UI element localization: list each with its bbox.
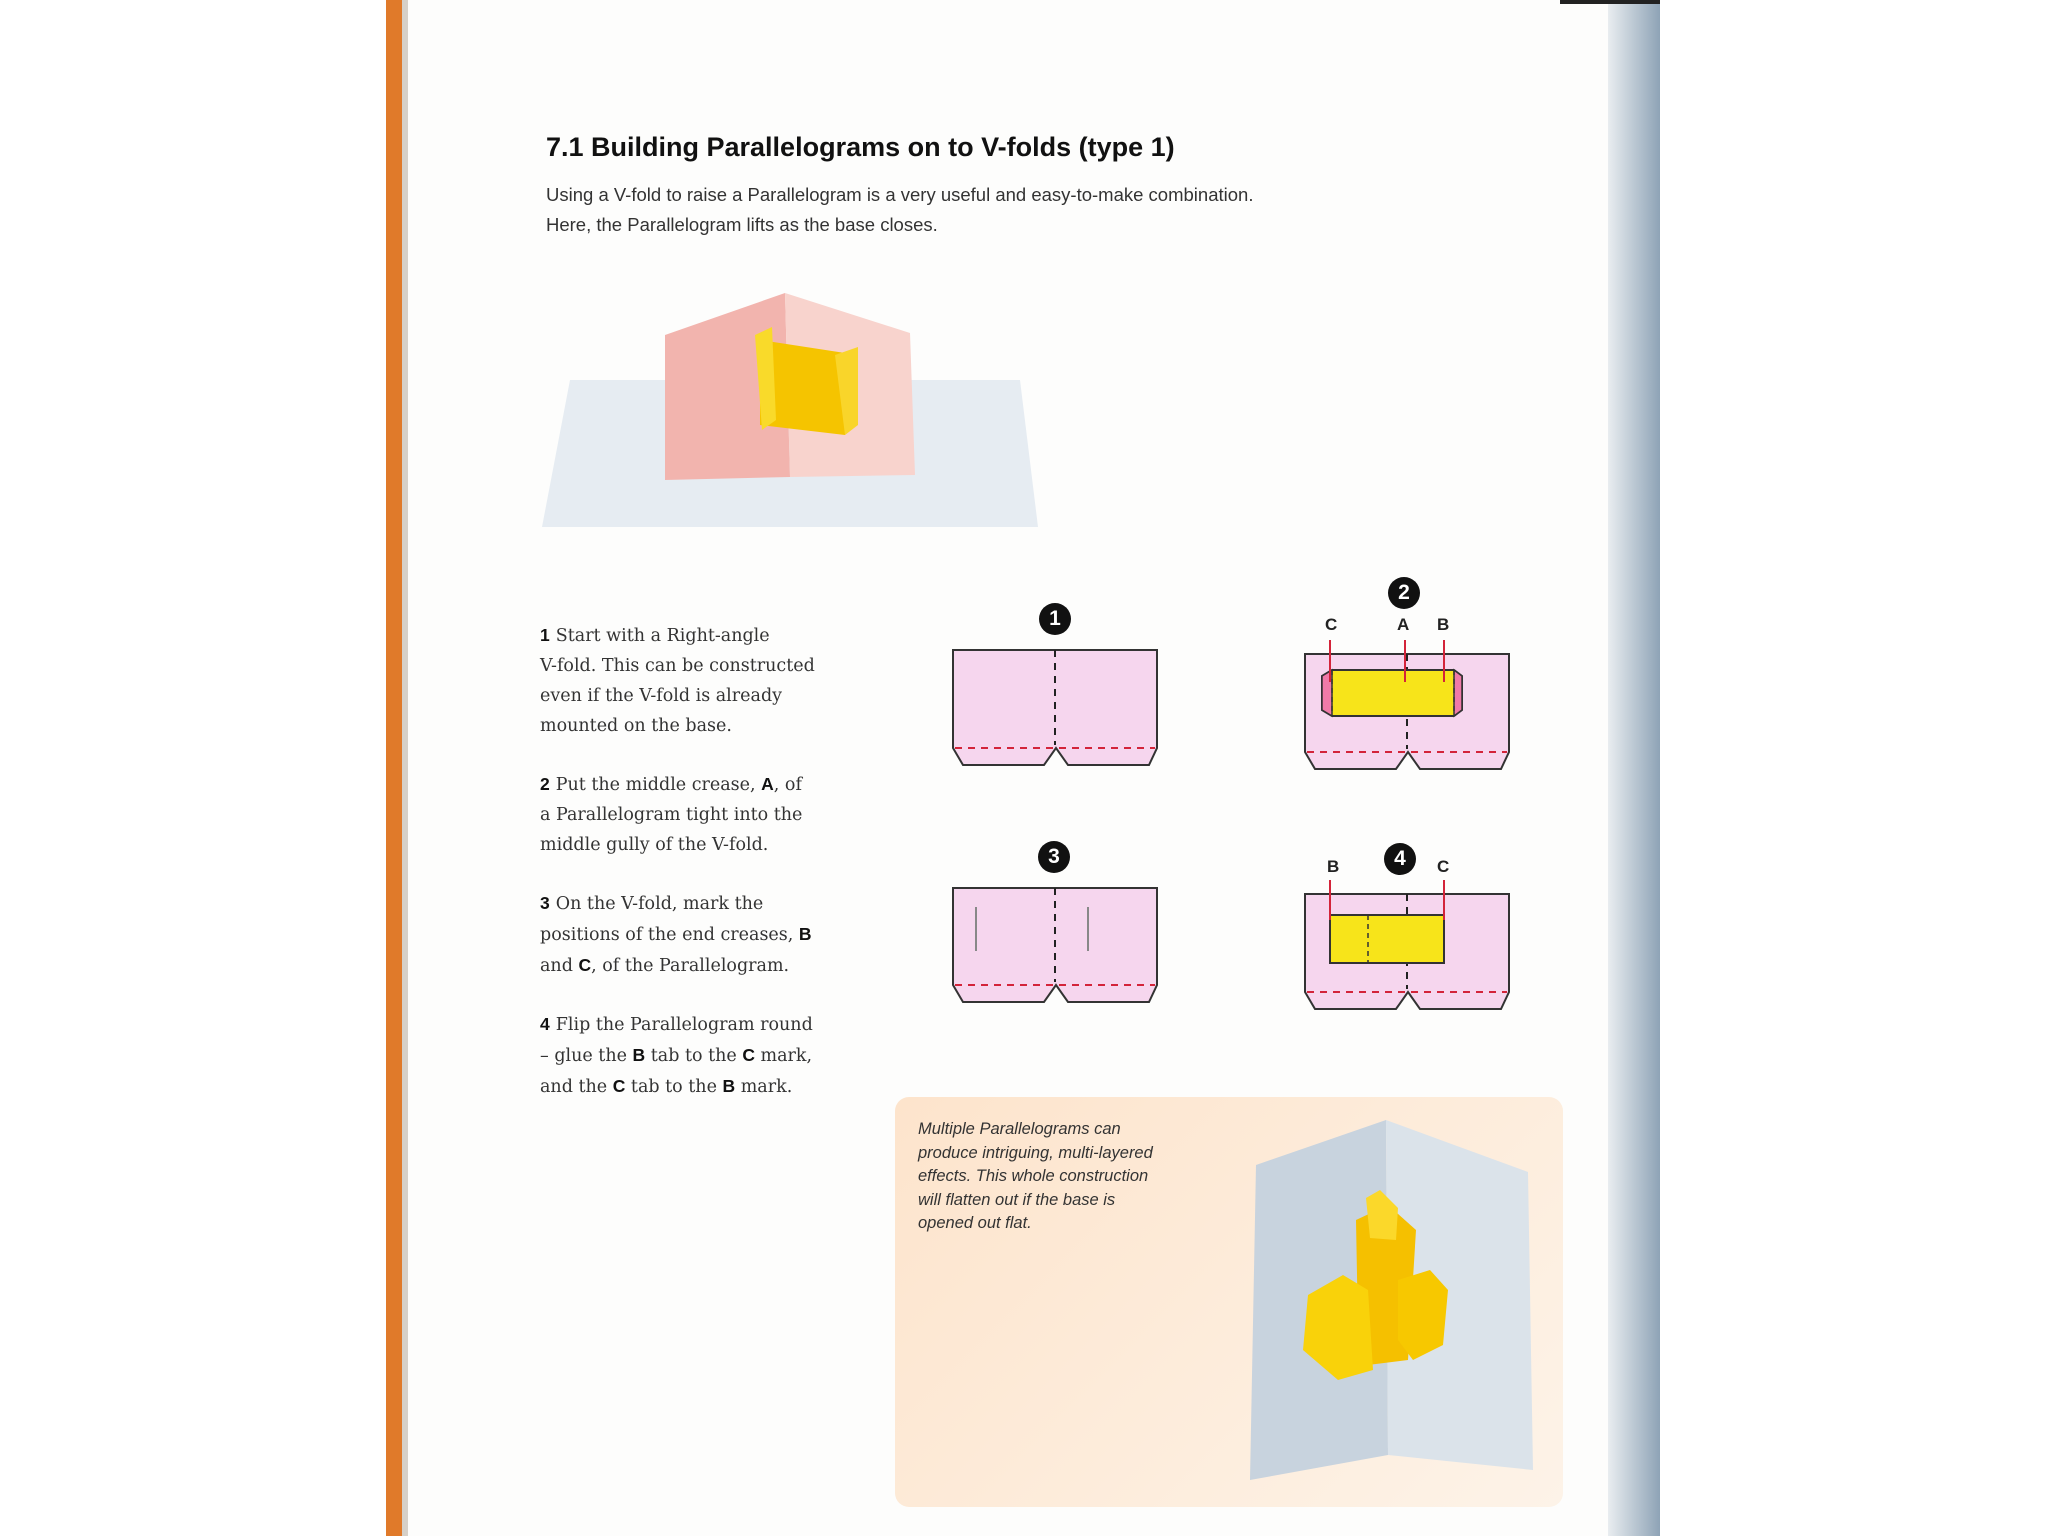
label-a: A xyxy=(761,774,774,794)
caption-line: effects. This whole construction xyxy=(918,1167,1149,1185)
step-text: positions of the end creases, xyxy=(540,925,799,945)
crease-label-b: B xyxy=(1327,857,1340,876)
step-text: tab to the xyxy=(645,1046,743,1066)
step-text: Start with a Right-angle xyxy=(555,626,770,646)
background-right xyxy=(1660,0,2048,1536)
intro-line: Here, the Parallelogram lifts as the base closes. xyxy=(546,214,938,235)
step-text: , of xyxy=(773,775,802,795)
crease-label-b: B xyxy=(1437,615,1450,634)
label-b: B xyxy=(798,924,812,944)
step-text: , of the Parallelogram. xyxy=(591,956,790,976)
intro-line: Using a V-fold to raise a Parallelogram is a very useful and easy-to-make combination. xyxy=(546,184,1254,205)
step-text: even if the V-fold is already xyxy=(540,686,783,706)
step-badge-1: 1 xyxy=(1039,603,1071,635)
step-3 xyxy=(540,888,870,981)
step-1 xyxy=(540,620,870,741)
step-text: and xyxy=(540,956,579,976)
multi-parallelogram-photo xyxy=(1248,1110,1538,1495)
diagram-1-vfold xyxy=(950,645,1162,770)
step-badge-4: 4 xyxy=(1384,843,1416,875)
diagram-2-vfold xyxy=(1302,640,1514,775)
book-spine-left xyxy=(386,0,402,1536)
step-text: mounted on the base. xyxy=(540,716,732,736)
label-c: C xyxy=(742,1045,755,1065)
step-badge-3: 3 xyxy=(1038,841,1070,873)
step-text: On the V-fold, mark the xyxy=(555,894,764,914)
step-text: Put the middle crease, xyxy=(555,775,762,795)
step-text: tab to the xyxy=(625,1077,723,1097)
step-number: 4 xyxy=(540,1014,550,1034)
diagram-4-vfold xyxy=(1302,880,1514,1015)
intro-paragraph xyxy=(546,180,1446,240)
top-corner-shadow xyxy=(1560,0,1660,4)
step-text: – glue the xyxy=(540,1046,633,1066)
step-number: 2 xyxy=(540,774,550,794)
caption-line: Multiple Parallelograms can xyxy=(918,1120,1121,1138)
label-b: B xyxy=(722,1076,736,1096)
step-text: V-fold. This can be constructed xyxy=(540,656,815,676)
step-text: middle gully of the V-fold. xyxy=(540,835,769,855)
section-title: 7.1 Building Parallelograms on to V-folds (type 1) xyxy=(546,132,1175,163)
callout-caption xyxy=(918,1118,1218,1236)
crease-label-a: A xyxy=(1397,615,1410,634)
step-number: 1 xyxy=(540,625,550,645)
caption-line: opened out flat. xyxy=(918,1214,1032,1232)
step-number: 3 xyxy=(540,893,550,913)
diagram-3-vfold xyxy=(950,885,1162,1010)
step-text: and the xyxy=(540,1077,613,1097)
caption-line: produce intriguing, multi-layered xyxy=(918,1143,1153,1162)
label-c: C xyxy=(578,955,592,975)
step-4 xyxy=(540,1009,870,1102)
crease-label-c: C xyxy=(1437,857,1450,876)
step-text: a Parallelogram tight into the xyxy=(540,805,803,825)
label-b: B xyxy=(632,1045,646,1065)
steps-list xyxy=(540,620,870,1130)
vfold-parallelogram-photo xyxy=(540,285,1040,530)
crease-label-c: C xyxy=(1325,615,1338,634)
page-edge-right xyxy=(1608,0,1660,1536)
label-c: C xyxy=(612,1076,626,1096)
step-text: mark, xyxy=(754,1046,813,1066)
step-text: mark. xyxy=(735,1077,793,1097)
step-badge-2: 2 xyxy=(1388,577,1420,609)
step-2 xyxy=(540,769,870,860)
step-text: Flip the Parallelogram round xyxy=(555,1015,813,1035)
caption-line: will flatten out if the base is xyxy=(918,1190,1116,1209)
